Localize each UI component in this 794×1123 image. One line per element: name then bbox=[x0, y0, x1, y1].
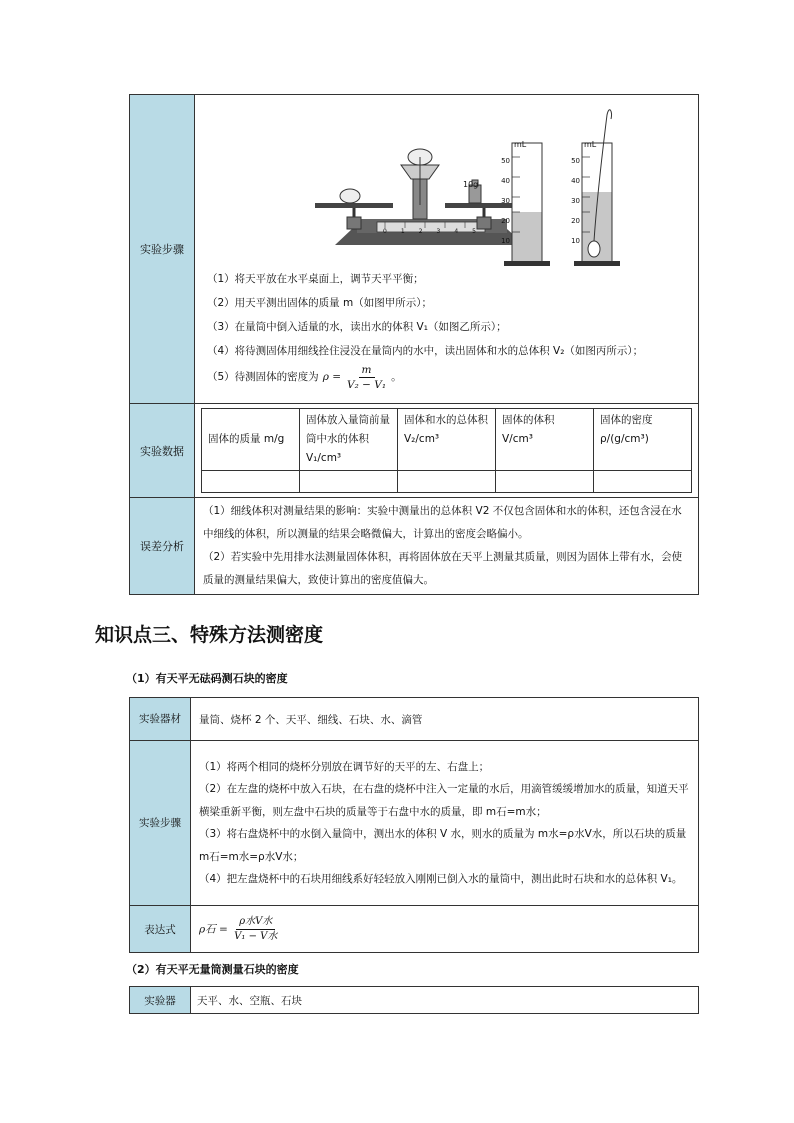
subsection-1-title: （1）有天平无砝码测石块的密度 bbox=[126, 672, 288, 685]
experiment-table-1 bbox=[129, 94, 699, 595]
step-2: （2）在左盘的烧杯中放入石块，在右盘的烧杯中注入一定量的水后，用滴管缓缓增加水的质量，知道天平横梁重新平衡，则左盘中石块的质量等于右盘中水的质量，即 m石=m水； bbox=[199, 783, 689, 818]
tick: 50 bbox=[501, 156, 510, 165]
error-text-1: （1）细线体积对测量结果的影响：实验中测量出的总体积 V2 不仅包含固体和水的体积，还包含浸在水中细线的体积，所以测量的结果会略微偏大，计算出的密度会略偏小。 bbox=[203, 505, 682, 540]
apparatus-figure bbox=[207, 107, 688, 267]
equip-label: 实验器材 bbox=[130, 698, 191, 741]
expr-label: 表达式 bbox=[130, 906, 191, 953]
step-3: （3）将右盘烧杯中的水倒入量筒中，测出水的体积 V 水，则水的质量为 m水=ρ水V水，所以石块的质量 m石=m水=ρ水V水； bbox=[199, 828, 687, 863]
step-2: （2）用天平测出固体的质量 m（如图甲所示）； bbox=[207, 296, 432, 309]
expr-formula bbox=[231, 915, 280, 944]
scale-num: 3 bbox=[436, 227, 441, 235]
data-header: 固体的体积 V/cm³ bbox=[496, 409, 594, 471]
tick: 10 bbox=[501, 236, 510, 245]
tick: 30 bbox=[501, 196, 510, 205]
expr-denominator: V₁ − V水 bbox=[234, 930, 278, 942]
equip-text: 量筒、烧杯 2 个、天平、细线、石块、水、滴管 bbox=[191, 698, 699, 741]
formula-numerator: m bbox=[359, 363, 375, 378]
scale-num: 0 bbox=[383, 227, 387, 235]
step-1: （1）将天平放在水平桌面上，调节天平平衡； bbox=[207, 272, 424, 285]
step-3: （3）在量筒中倒入适量的水，读出水的体积 V₁（如图乙所示）； bbox=[207, 320, 507, 333]
balance-scale-numbers bbox=[383, 220, 476, 244]
weight-label: 10g bbox=[463, 179, 479, 189]
data-empty-cell bbox=[202, 471, 300, 493]
formula-denominator: V₂ − V₁ bbox=[347, 378, 387, 391]
experiment-table-3 bbox=[129, 986, 699, 1014]
expr-lhs: ρ石 = bbox=[199, 923, 228, 935]
cylinder1-unit: mL bbox=[514, 139, 527, 149]
steps-cell-2 bbox=[191, 741, 699, 906]
equip-text-3: 天平、水、空瓶、石块 bbox=[191, 987, 699, 1014]
data-header: 固体放入量筒前量筒中水的体积 V₁/cm³ bbox=[300, 409, 398, 471]
formula-tail: 。 bbox=[391, 371, 402, 383]
error-text-2: （2）若实验中先用排水法测量固体体积，再将固体放在天平上测量其质量，则因为固体上带有水，会使质量的测量结果偏大，致使计算出的密度值偏大。 bbox=[203, 551, 683, 586]
scale-num: 1 bbox=[400, 227, 405, 235]
cylinder1-ticks bbox=[496, 151, 510, 251]
tick: 40 bbox=[571, 176, 580, 185]
tick: 20 bbox=[501, 216, 510, 225]
step-5-text: （5）待测固体的密度为 bbox=[207, 371, 319, 383]
error-cell bbox=[195, 498, 699, 595]
tick: 30 bbox=[571, 196, 580, 205]
experiment-table-2 bbox=[129, 697, 699, 953]
cylinder2-unit: mL bbox=[584, 139, 597, 149]
tick: 50 bbox=[571, 156, 580, 165]
data-header: 固体和水的总体积 V₂/cm³ bbox=[398, 409, 496, 471]
data-empty-cell bbox=[300, 471, 398, 493]
scale-num: 5 bbox=[472, 227, 476, 235]
step-4: （4）把左盘烧杯中的石块用细线系好轻轻放入刚刚已倒入水的量筒中，测出此时石块和水的总体积 V₁。 bbox=[199, 873, 683, 885]
data-empty-cell bbox=[496, 471, 594, 493]
tick: 20 bbox=[571, 216, 580, 225]
equip-label-3: 实验器 bbox=[130, 987, 191, 1014]
data-header: 固体的密度ρ/(g/cm³) bbox=[594, 409, 692, 471]
tick: 10 bbox=[571, 236, 580, 245]
density-formula bbox=[344, 363, 389, 392]
data-empty-cell bbox=[398, 471, 496, 493]
data-empty-cell bbox=[594, 471, 692, 493]
step-1: （1）将两个相同的烧杯分别放在调节好的天平的左、右盘上； bbox=[199, 760, 490, 773]
section-title: 知识点三、特殊方法测密度 bbox=[95, 624, 324, 646]
scale-num: 2 bbox=[418, 227, 423, 235]
steps-cell bbox=[195, 95, 699, 404]
data-header: 固体的质量 m/g bbox=[202, 409, 300, 471]
density-lhs: ρ = bbox=[322, 371, 341, 383]
data-label: 实验数据 bbox=[130, 404, 195, 498]
step-5 bbox=[207, 363, 688, 392]
steps-label: 实验步骤 bbox=[130, 95, 195, 404]
expr-cell bbox=[191, 906, 699, 953]
step-4: （4）将待测固体用细线拴住浸没在量筒内的水中，读出固体和水的总体积 V₂（如图丙所示）； bbox=[207, 344, 644, 357]
expr-numerator: ρ水V水 bbox=[236, 915, 275, 930]
data-cell bbox=[195, 404, 699, 498]
cylinder2-ticks bbox=[566, 151, 580, 251]
tick: 40 bbox=[501, 176, 510, 185]
steps-label-2: 实验步骤 bbox=[130, 741, 191, 906]
subsection-2-title: （2）有天平无量筒测量石块的密度 bbox=[126, 963, 299, 976]
data-inner-table bbox=[201, 408, 692, 493]
scale-num: 4 bbox=[454, 227, 459, 235]
error-label: 误差分析 bbox=[130, 498, 195, 595]
